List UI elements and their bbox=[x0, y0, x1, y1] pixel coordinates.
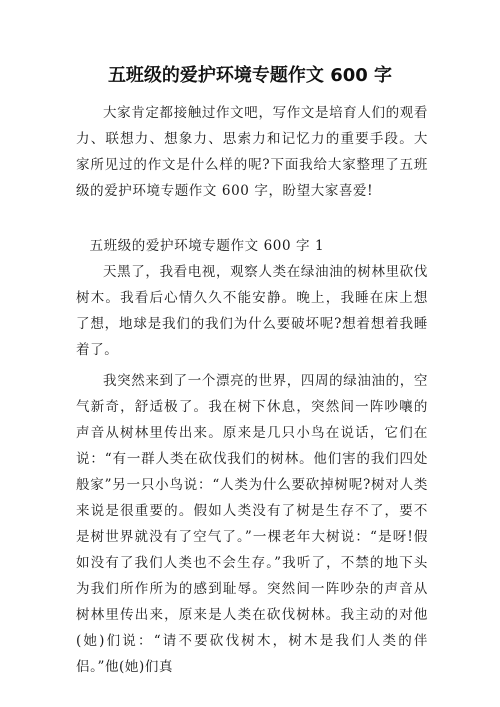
article-body bbox=[76, 259, 428, 685]
intro-paragraph bbox=[76, 100, 428, 209]
body-paragraph-1: 天黑了，我看电视，观察人类在绿油油的树林里砍伐树木。我看后心情久久不能安静。晚上，我睡在床上想了想，地球是我们的我们为什么要破坏呢?想着想着我睡着了。 bbox=[76, 264, 428, 358]
intro-text: 大家肯定都接触过作文吧，写作文是培育人们的观看力、联想力、想象力、思索力和记忆力的重要手段。大家所见过的作文是什么样的呢?下面我给大家整理了五班级的爱护环境专题作文 600 字，盼望大家喜爱! bbox=[76, 105, 428, 199]
body-paragraph-2: 我突然来到了一个漂亮的世界，四周的绿油油的，空气新奇，舒适极了。我在树下休息，突然间一阵吵嚷的声音从树林里传出来。原来是几只小鸟在说话，它们在说：“有一群人类在砍伐我们的树林。他们害的我们四处般家”另一只小鸟说：“人类为什么要砍掉树呢?树对人类来说是很重要的。假如人类没有了树是生存不了，要不是树世界就没有了空气了。”一棵老年大树说：“是呀!假如没有了我们人类也不会生存。”我听了，不禁的地下头为我们所作所为的感到耻辱。突然间一阵吵杂的声音从树林里传出来，原来是人类在砍伐树林。我主动的对他(她)们说：“请不要砍伐树木，树木是我们人类的伴侣。”他(她)们真 bbox=[76, 373, 428, 675]
section-heading-text: 五班级的爱护环境专题作文 600 字 1 bbox=[89, 238, 325, 254]
document-title: 五班级的爱护环境专题作文 600 字 bbox=[107, 65, 393, 86]
